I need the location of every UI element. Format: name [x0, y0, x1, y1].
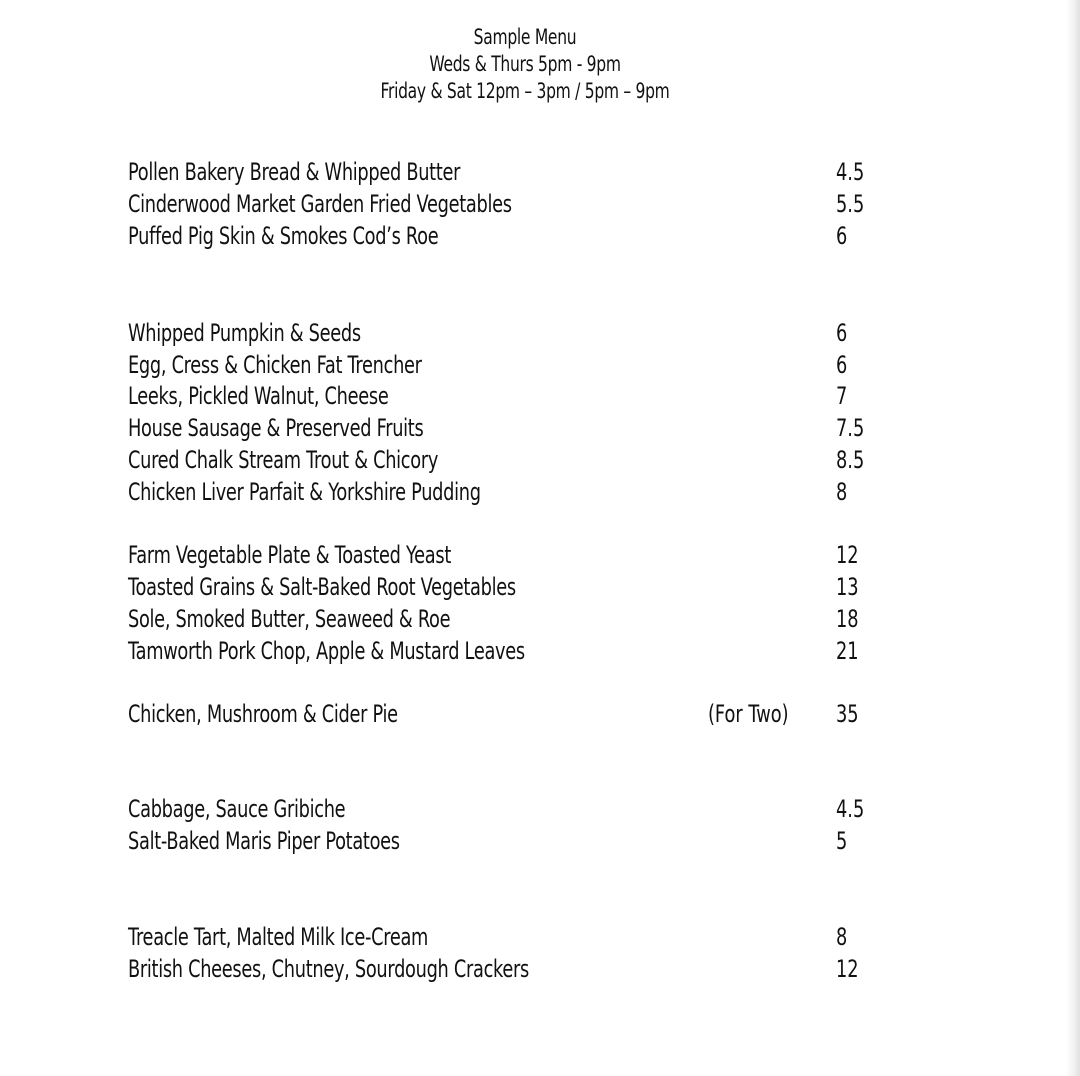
menu-item	[128, 793, 868, 825]
menu-item-price: 8	[836, 923, 848, 951]
menu-item	[128, 921, 868, 953]
menu-item-name: British Cheeses, Chutney, Sourdough Crackers	[128, 955, 529, 983]
menu-item	[128, 635, 868, 667]
menu-item	[128, 349, 868, 381]
menu-item	[128, 539, 868, 571]
menu-item-price: 5.5	[836, 190, 865, 218]
menu-item-name: Farm Vegetable Plate & Toasted Yeast	[128, 541, 451, 569]
page-edge-shadow	[1066, 0, 1080, 1076]
menu-item-name: House Sausage & Preserved Fruits	[128, 414, 424, 442]
menu-item-price: 8.5	[836, 446, 865, 474]
menu-item-price: 12	[836, 955, 859, 983]
menu-item-price: 6	[836, 319, 848, 347]
menu-item	[128, 220, 868, 252]
menu-item	[128, 825, 868, 857]
menu-item	[128, 317, 868, 349]
menu-item-name: Cabbage, Sauce Gribiche	[128, 795, 346, 823]
menu-item-name: Treacle Tart, Malted Milk Ice-Cream	[128, 923, 429, 951]
menu-item-name: Egg, Cress & Chicken Fat Trencher	[128, 351, 422, 379]
menu-item-price: 4.5	[836, 158, 865, 186]
menu-item-price: 21	[836, 637, 859, 665]
menu-item	[128, 380, 868, 412]
menu-item	[128, 156, 868, 188]
menu-item-name: Puffed Pig Skin & Smokes Cod’s Roe	[128, 222, 439, 250]
menu-item	[128, 444, 868, 476]
menu-item-name: Sole, Smoked Butter, Seaweed & Roe	[128, 605, 451, 633]
menu-item-name: Leeks, Pickled Walnut, Cheese	[128, 382, 389, 410]
menu-title: Sample Menu	[473, 25, 577, 49]
menu-item-name: Cinderwood Market Garden Fried Vegetables	[128, 190, 512, 218]
menu-item	[128, 476, 868, 508]
hours-weekday: Weds & Thurs 5pm - 9pm	[429, 52, 621, 76]
menu-item-price: 4.5	[836, 795, 865, 823]
menu-item-price: 7.5	[836, 414, 865, 442]
hours-weekend: Friday & Sat 12pm – 3pm / 5pm – 9pm	[380, 79, 670, 103]
menu-item-price: 6	[836, 351, 848, 379]
menu-item	[128, 953, 868, 985]
menu-item-name: Toasted Grains & Salt-Baked Root Vegetables	[128, 573, 516, 601]
menu-item-price: 18	[836, 605, 859, 633]
menu-item-name: Whipped Pumpkin & Seeds	[128, 319, 361, 347]
menu-item-price: 8	[836, 478, 848, 506]
menu-item-name: Pollen Bakery Bread & Whipped Butter	[128, 158, 461, 186]
menu-item-name: Cured Chalk Stream Trout & Chicory	[128, 446, 439, 474]
menu-item-price: 5	[836, 827, 848, 855]
menu-item-note: (For Two)	[708, 700, 789, 728]
menu-item-price: 13	[836, 573, 859, 601]
menu-header	[0, 24, 1050, 105]
menu-item	[128, 603, 868, 635]
menu-item-price: 35	[836, 700, 859, 728]
menu-item-price: 7	[836, 382, 848, 410]
menu-item	[128, 412, 868, 444]
menu-item	[128, 698, 868, 730]
menu-item-price: 12	[836, 541, 859, 569]
menu-item-price: 6	[836, 222, 848, 250]
menu-item-name: Salt-Baked Maris Piper Potatoes	[128, 827, 400, 855]
menu-item	[128, 188, 868, 220]
menu-item	[128, 571, 868, 603]
menu-item-name: Chicken, Mushroom & Cider Pie	[128, 700, 398, 728]
menu-item-name: Tamworth Pork Chop, Apple & Mustard Leaves	[128, 637, 525, 665]
menu-item-name: Chicken Liver Parfait & Yorkshire Pudding	[128, 478, 481, 506]
